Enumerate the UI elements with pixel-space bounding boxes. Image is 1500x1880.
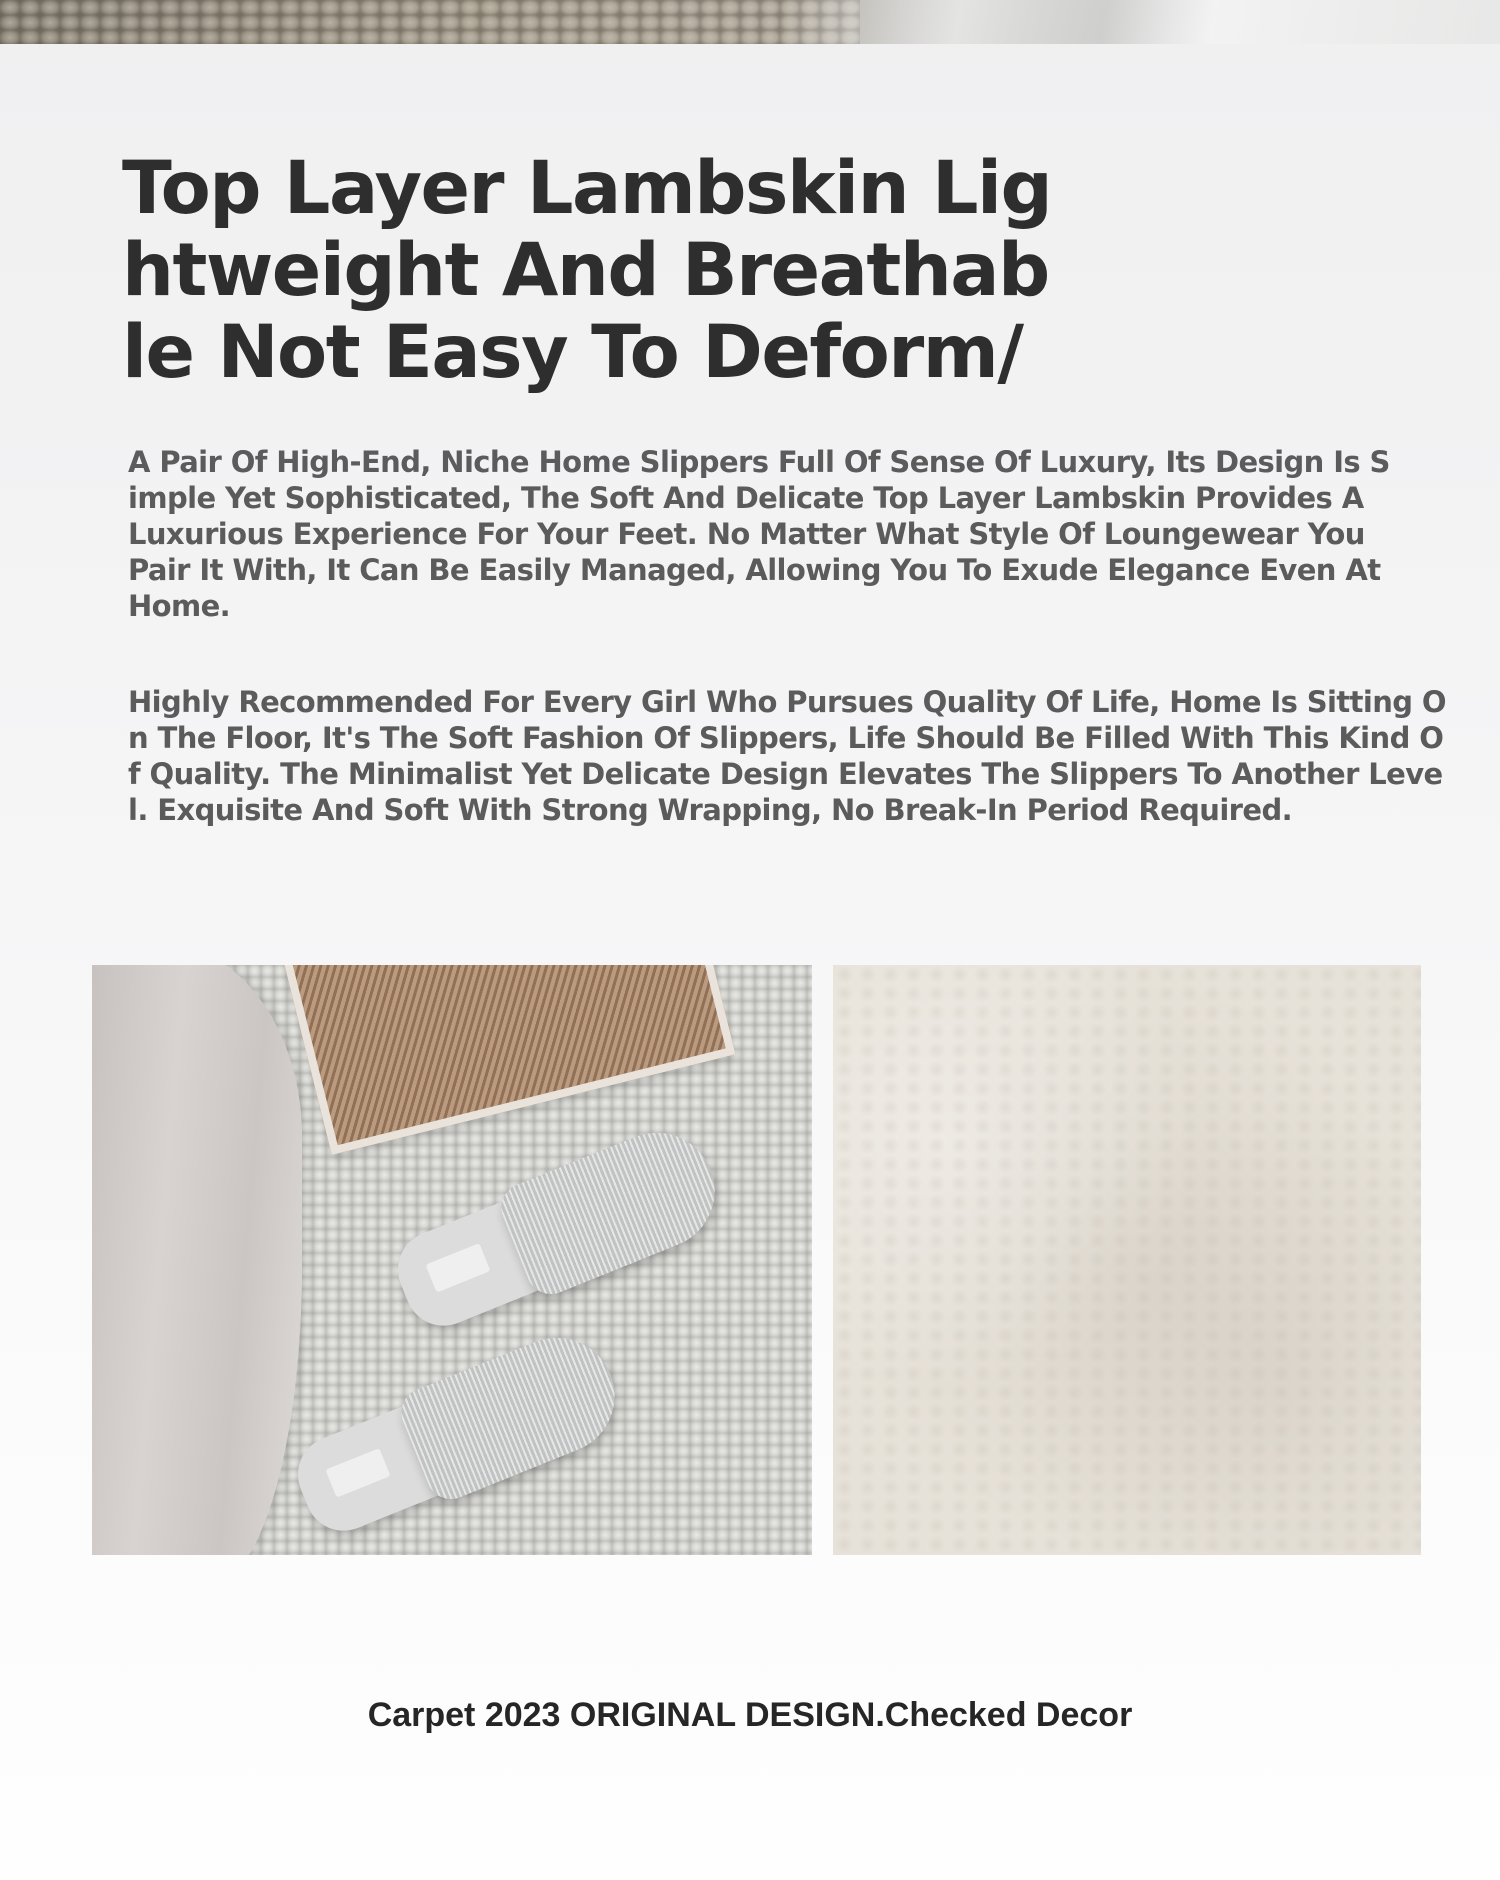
- fabric-fold: [780, 0, 1500, 44]
- slipper-right: [280, 1313, 635, 1555]
- slipper-left: [380, 1108, 735, 1352]
- description-paragraph-1: A Pair Of High-End, Niche Home Slippers Full Of Sense Of Luxury, Its Design Is Simple Yet Sophisticated, The Soft And Delicate Top Layer Lambskin Provides A Luxurious Experience For Your Feet. No Matter What Style Of Loungewear You Pair It With, It Can Be Easily Managed, Allowing You To Exude Elegance Even At Home.: [128, 445, 1390, 623]
- top-banner-photo: [0, 0, 1500, 44]
- knit-rug-texture: [0, 0, 860, 44]
- lambskin-texture-photo: [833, 965, 1421, 1555]
- footer-brand-text: Carpet 2023 ORIGINAL DESIGN.Checked Decor: [367, 1696, 1133, 1734]
- description-paragraph-2: Highly Recommended For Every Girl Who Pursues Quality Of Life, Home Is Sitting On The Floor, It's The Soft Fashion Of Slippers, Life Should Be Filled With This Kind Of Quality. The Minimalist Yet Delicate Design Elevates The Slippers To Another Level. Exquisite And Soft With Strong Wrapping, No Break-In Period Required.: [128, 685, 1446, 827]
- slippers-on-rug-photo: [92, 965, 812, 1555]
- slipper-vamp: [494, 1115, 732, 1301]
- linen-cloth: [92, 965, 302, 1555]
- product-headline: Top Layer Lambskin Lightweight And Breathable Not Easy To Deform/: [122, 146, 1052, 395]
- leather-grain: [833, 965, 1421, 1555]
